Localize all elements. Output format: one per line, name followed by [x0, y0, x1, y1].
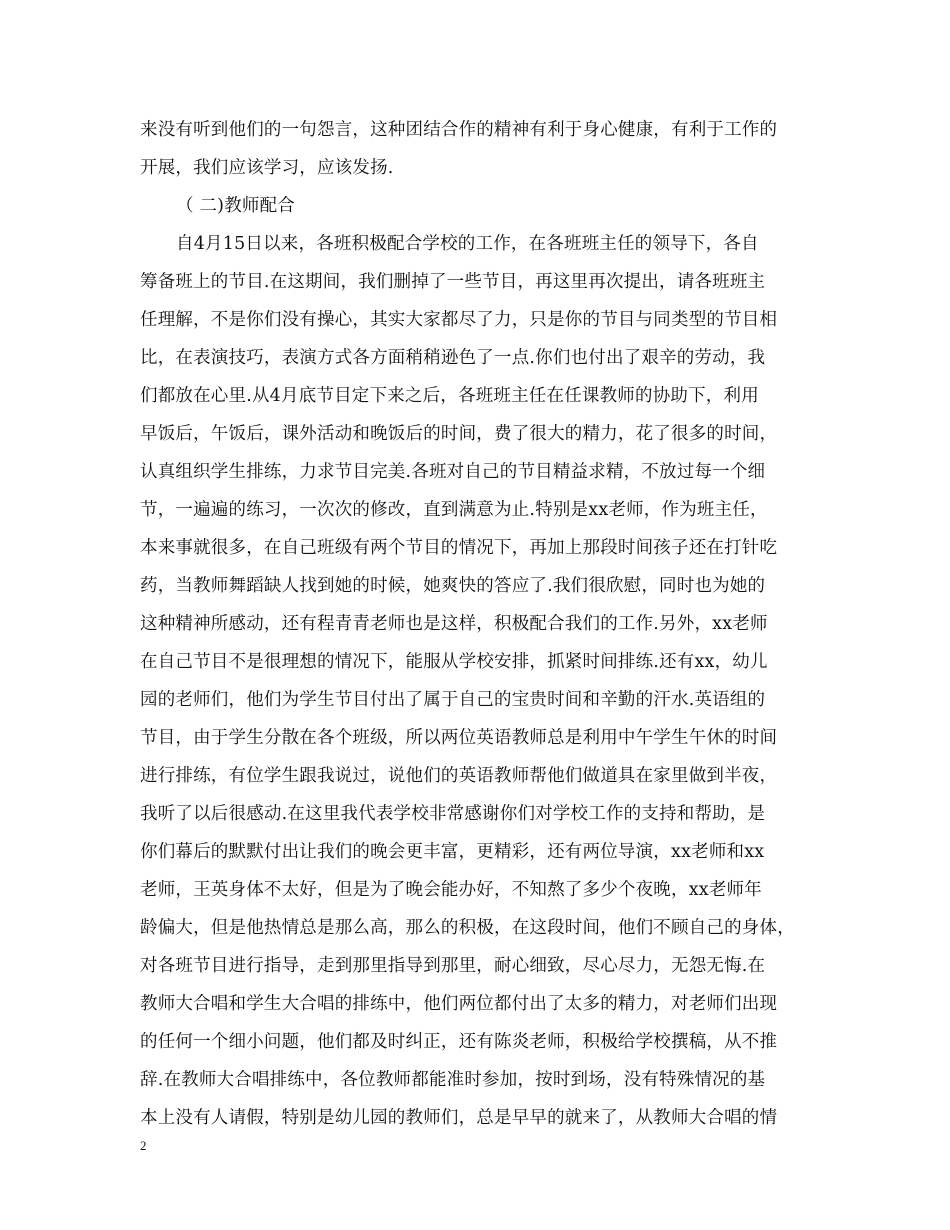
text-line: 节目，由于学生分散在各个班级，所以两位英语教师总是利用中午学生午休的时间 — [140, 728, 778, 748]
text-line: 任理解，不是你们没有操心，其实大家都尽了力，只是你的节目与同类型的节目相 — [140, 310, 778, 330]
text-line: 节，一遍遍的练习，一次次的修改，直到满意为止.特别是xx老师，作为班主任， — [140, 500, 768, 520]
text-line: 早饭后，午饭后，课外活动和晚饭后的时间，费了很大的精力，花了很多的时间， — [140, 424, 778, 444]
text-line: 比，在表演技巧，表演方式各方面稍稍逊色了一点.你们也付出了艰辛的劳动，我 — [140, 348, 766, 368]
text-line: 辞.在教师大合唱排练中，各位教师都能准时参加，按时到场，没有特殊情况的基 — [140, 1070, 766, 1090]
text-line: 本来事就很多，在自己班级有两个节目的情况下，再加上那段时间孩子还在打针吃 — [140, 538, 778, 558]
paragraph-first-line: 自4月15日以来，各班积极配合学校的工作，在各班班主任的领导下，各自 — [176, 234, 759, 254]
text-line: 龄偏大，但是他热情总是那么高，那么的积极，在这段时间，他们不顾自己的身体， — [140, 918, 795, 938]
text-line: 园的老师们，他们为学生节目付出了属于自己的宝贵时间和辛勤的汗水.英语组的 — [140, 690, 766, 710]
text-line: 认真组织学生排练，力求节目完美.各班对自己的节目精益求精，不放过每一个细 — [140, 462, 766, 482]
text-line: 你们幕后的默默付出让我们的晚会更丰富，更精彩，还有两位导演，xx老师和xx — [140, 842, 765, 862]
section-heading: （ 二)教师配合 — [176, 196, 295, 216]
text-line: 进行排练，有位学生跟我说过，说他们的英语教师帮他们做道具在家里做到半夜， — [140, 766, 778, 786]
text-line: 我听了以后很感动.在这里我代表学校非常感谢你们对学校工作的支持和帮助，是 — [140, 804, 766, 824]
text-line: 对各班节目进行指导，走到那里指导到那里，耐心细致，尽心尽力，无怨无悔.在 — [140, 956, 766, 976]
text-line: 们都放在心里.从4月底节目定下来之后，各班班主任在任课教师的协助下，利用 — [140, 386, 759, 406]
text-line: 这种精神所感动，还有程青青老师也是这样，积极配合我们的工作.另外，xx老师 — [140, 614, 768, 634]
text-line: 药，当教师舞蹈缺人找到她的时候，她爽快的答应了.我们很欣慰，同时也为她的 — [140, 576, 766, 596]
text-line: 的任何一个细小问题，他们都及时纠正，还有陈炎老师，积极给学校撰稿，从不推 — [140, 1032, 778, 1052]
page-number: 2 — [140, 1138, 147, 1153]
text-line: 开展，我们应该学习，应该发扬. — [140, 158, 394, 178]
text-line: 筹备班上的节目.在这期间，我们删掉了一些节目，再这里再次提出，请各班班主 — [140, 272, 766, 292]
text-line: 来没有听到他们的一句怨言，这种团结合作的精神有利于身心健康，有利于工作的 — [140, 120, 778, 140]
text-line: 本上没有人请假，特别是幼儿园的教师们，总是早早的就来了，从教师大合唱的情 — [140, 1108, 778, 1128]
text-line: 在自己节目不是很理想的情况下，能服从学校安排，抓紧时间排练.还有xx，幼儿 — [140, 652, 768, 672]
text-line: 教师大合唱和学生大合唱的排练中，他们两位都付出了太多的精力，对老师们出现 — [140, 994, 778, 1014]
text-line: 老师，王英身体不太好，但是为了晚会能办好，不知熬了多少个夜晚，xx老师年 — [140, 880, 762, 900]
